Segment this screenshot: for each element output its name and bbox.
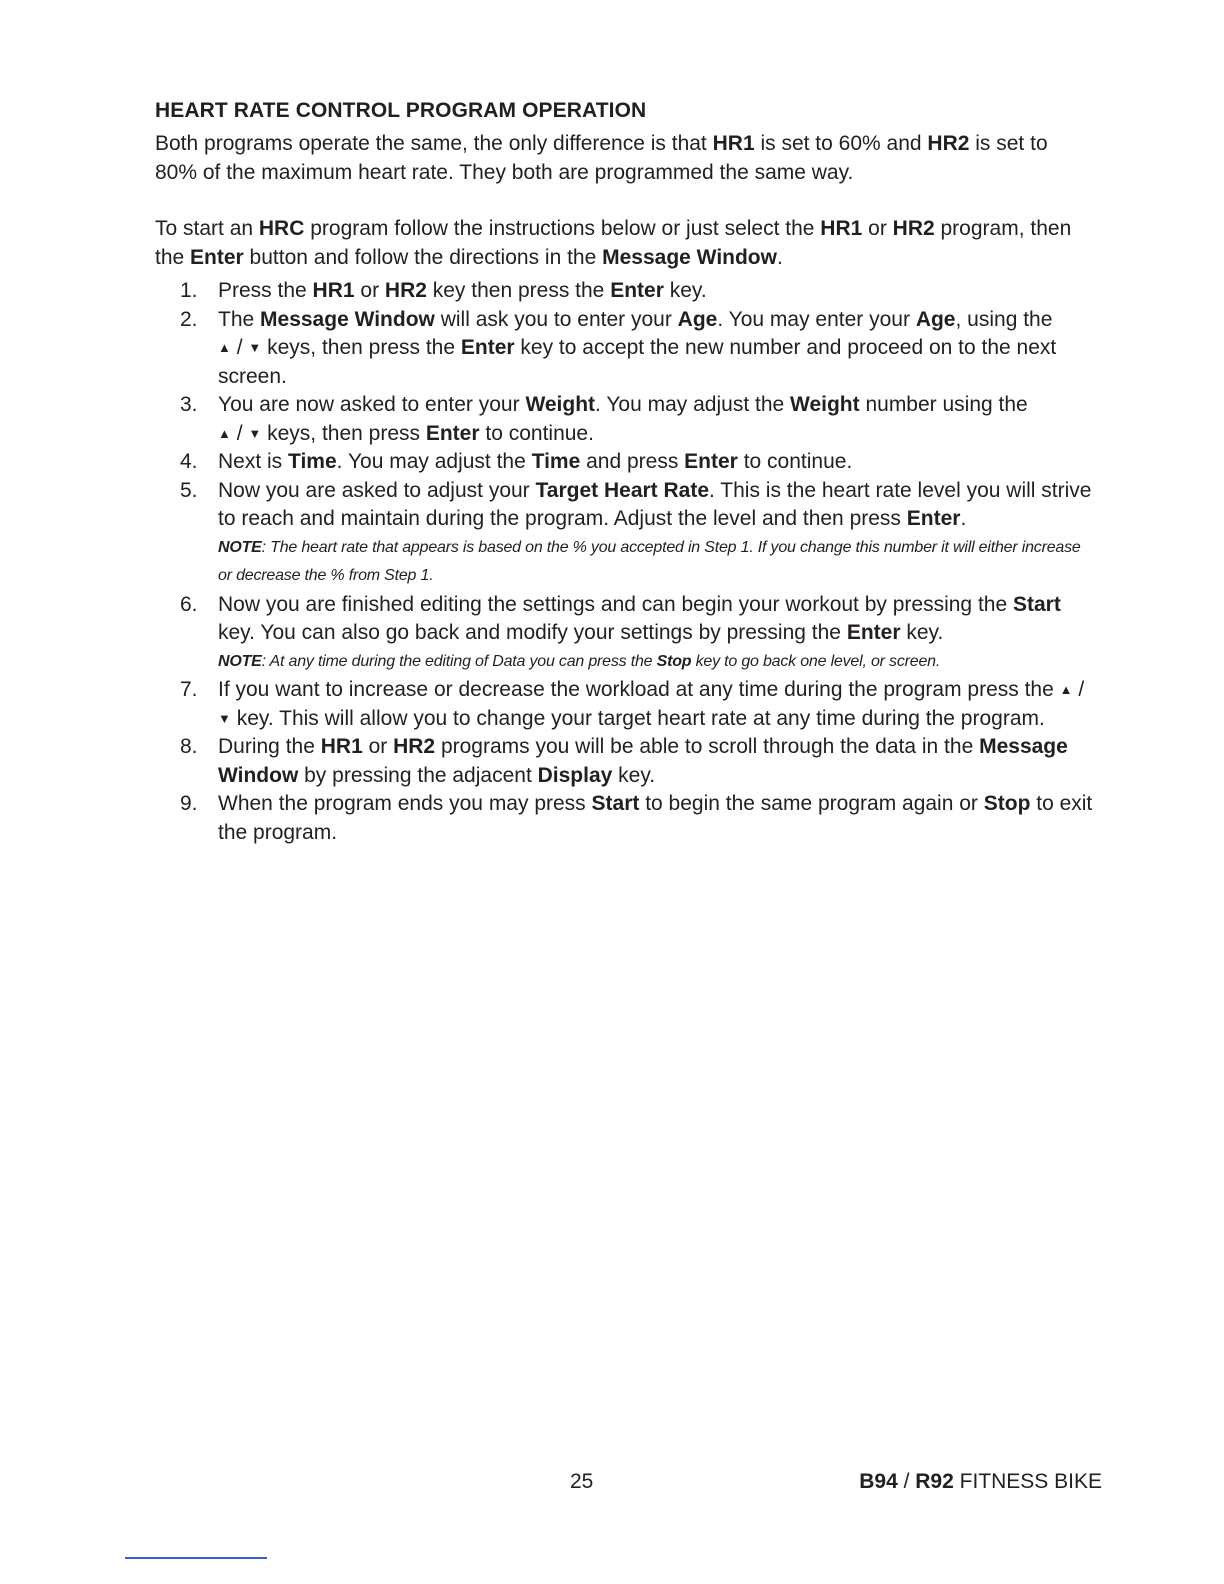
start-paragraph xyxy=(155,215,1095,272)
term: Enter xyxy=(684,450,738,473)
term: Time xyxy=(531,450,581,473)
text: When the program ends you may press xyxy=(218,792,592,815)
term: Start xyxy=(591,792,640,815)
text: . You may adjust the xyxy=(595,393,791,416)
text: keys, then press the xyxy=(261,336,461,359)
term: Weight xyxy=(790,393,860,416)
step-number: 9. xyxy=(180,792,198,815)
text: will ask you to enter your xyxy=(434,307,678,331)
up-arrow-icon: ▲ xyxy=(218,340,231,355)
term: HR1 xyxy=(320,735,363,758)
step-number: 7. xyxy=(180,678,198,701)
term: Stop xyxy=(983,792,1031,815)
term-message-window: Message Window xyxy=(602,245,777,269)
note-label: NOTE xyxy=(218,652,262,670)
text: number using the xyxy=(859,393,1028,416)
term-hr1: HR1 xyxy=(820,217,863,240)
text: Now you are asked to adjust your xyxy=(218,478,536,502)
text: programs you will be able to scroll through the data in the xyxy=(435,735,980,758)
text: to continue. xyxy=(737,450,853,473)
list-item xyxy=(155,733,1095,790)
term-hr1: HR1 xyxy=(712,132,755,155)
term: Enter xyxy=(610,279,664,302)
term: HR1 xyxy=(312,279,355,302)
text: is set to 80% of the maximum heart rate. They both are programmed the same way. xyxy=(155,132,1048,184)
text: Press the xyxy=(218,279,313,302)
term: Age xyxy=(915,307,956,331)
separator: / xyxy=(897,1470,916,1493)
text: You are now asked to enter your xyxy=(218,393,526,416)
down-arrow-icon: ▼ xyxy=(248,340,262,355)
step-number: 4. xyxy=(180,450,198,473)
text: by pressing the adjacent xyxy=(298,763,538,787)
text: key. This will allow you to change your target heart rate at any time during the program. xyxy=(230,706,1045,730)
note-text: key to go back one level, or screen. xyxy=(691,652,941,670)
term: Start xyxy=(1012,592,1061,616)
footer-product xyxy=(859,1470,1102,1494)
text: . You may enter your xyxy=(717,307,916,331)
text: , using the xyxy=(955,307,1053,331)
term: Weight xyxy=(525,393,596,416)
list-item xyxy=(155,277,1095,306)
term: Message Window xyxy=(218,735,1068,787)
text: Both programs operate the same, the only difference is that xyxy=(155,132,713,155)
term-hr2: HR2 xyxy=(927,132,970,155)
list-item xyxy=(155,448,1095,477)
note-text: : The heart rate that appears is based on the % you accepted in Step 1. If you change this number it will either increase or decrease the % from Step 1. xyxy=(218,538,1081,584)
text: or xyxy=(362,735,394,758)
text: The xyxy=(218,307,261,331)
term: Enter xyxy=(425,421,480,445)
term: Enter xyxy=(460,336,515,359)
slash: / xyxy=(230,421,249,445)
term-hr2: HR2 xyxy=(892,217,935,240)
text: . This is the heart rate level you will strive to reach and maintain during the program. Adjust the level and then press xyxy=(218,478,1092,530)
up-arrow-icon: ▲ xyxy=(218,425,231,441)
step-number: 6. xyxy=(180,592,198,616)
bottom-rule xyxy=(125,1557,267,1559)
list-item xyxy=(155,477,1095,591)
text: key to accept the new number and proceed on to the next screen. xyxy=(218,336,1057,388)
text: key. xyxy=(900,621,944,644)
term: Target Heart Rate xyxy=(535,478,710,502)
term: Time xyxy=(288,450,337,473)
text: During the xyxy=(218,735,321,758)
text: to begin the same program again or xyxy=(639,792,984,815)
steps-list xyxy=(155,277,1095,847)
text: program follow the instructions below or just select the xyxy=(304,217,821,240)
intro-paragraph xyxy=(155,130,1095,187)
note-label: NOTE xyxy=(218,538,262,556)
list-item xyxy=(155,676,1095,733)
text: To start an xyxy=(155,217,259,240)
term: Enter xyxy=(846,621,901,644)
slash: / xyxy=(230,336,249,359)
up-arrow-icon: ▲ xyxy=(1059,682,1073,697)
document-body xyxy=(155,98,1095,847)
text: . xyxy=(960,507,967,530)
term: HR2 xyxy=(393,735,436,758)
note-text: : At any time during the editing of Data you can press the xyxy=(261,652,657,670)
step-number: 2. xyxy=(180,307,198,331)
list-item xyxy=(155,391,1095,448)
slash: / xyxy=(1072,678,1085,701)
list-item xyxy=(155,306,1095,392)
text: Now you are finished editing the settings and can begin your workout by pressing the xyxy=(218,592,1013,616)
list-item xyxy=(155,591,1095,677)
model-b94: B94 xyxy=(859,1470,898,1493)
step-number: 3. xyxy=(180,393,198,416)
text: keys, then press xyxy=(261,421,426,445)
down-arrow-icon: ▼ xyxy=(218,710,231,726)
term: Age xyxy=(677,307,718,331)
term: HR2 xyxy=(384,279,427,302)
text: key. xyxy=(612,763,656,787)
text: to continue. xyxy=(479,421,594,445)
text: key. You can also go back and modify your settings by pressing the xyxy=(218,621,847,644)
text: or xyxy=(354,279,385,302)
list-item xyxy=(155,790,1095,847)
text: program, then the xyxy=(155,217,1072,269)
term-hrc: HRC xyxy=(258,217,305,240)
step-number: 1. xyxy=(180,279,198,302)
text: and press xyxy=(580,450,685,473)
section-heading: HEART RATE CONTROL PROGRAM OPERATION xyxy=(155,99,647,122)
term-enter: Enter xyxy=(190,245,244,269)
text: to exit the program. xyxy=(218,792,1093,844)
note xyxy=(218,648,1095,677)
text: key. xyxy=(663,279,707,302)
step-number: 5. xyxy=(180,478,198,502)
text: or xyxy=(862,217,893,240)
text: . You may adjust the xyxy=(336,450,532,473)
page-number: 25 xyxy=(570,1470,594,1493)
text: button and follow the directions in the xyxy=(243,245,603,269)
text: Next is xyxy=(218,450,289,473)
text: is set to 60% and xyxy=(754,132,928,155)
term: Message Window xyxy=(260,307,435,331)
note xyxy=(218,534,1095,591)
text: If you want to increase or decrease the workload at any time during the program press the xyxy=(218,678,1060,701)
product-name: FITNESS BIKE xyxy=(953,1470,1102,1493)
note-term: Stop xyxy=(656,652,692,670)
term: Enter xyxy=(906,507,961,530)
model-r92: R92 xyxy=(915,1470,954,1493)
step-number: 8. xyxy=(180,735,198,758)
down-arrow-icon: ▼ xyxy=(248,425,262,441)
term: Display xyxy=(537,763,613,787)
text: . xyxy=(776,245,783,269)
text: key then press the xyxy=(426,279,611,302)
